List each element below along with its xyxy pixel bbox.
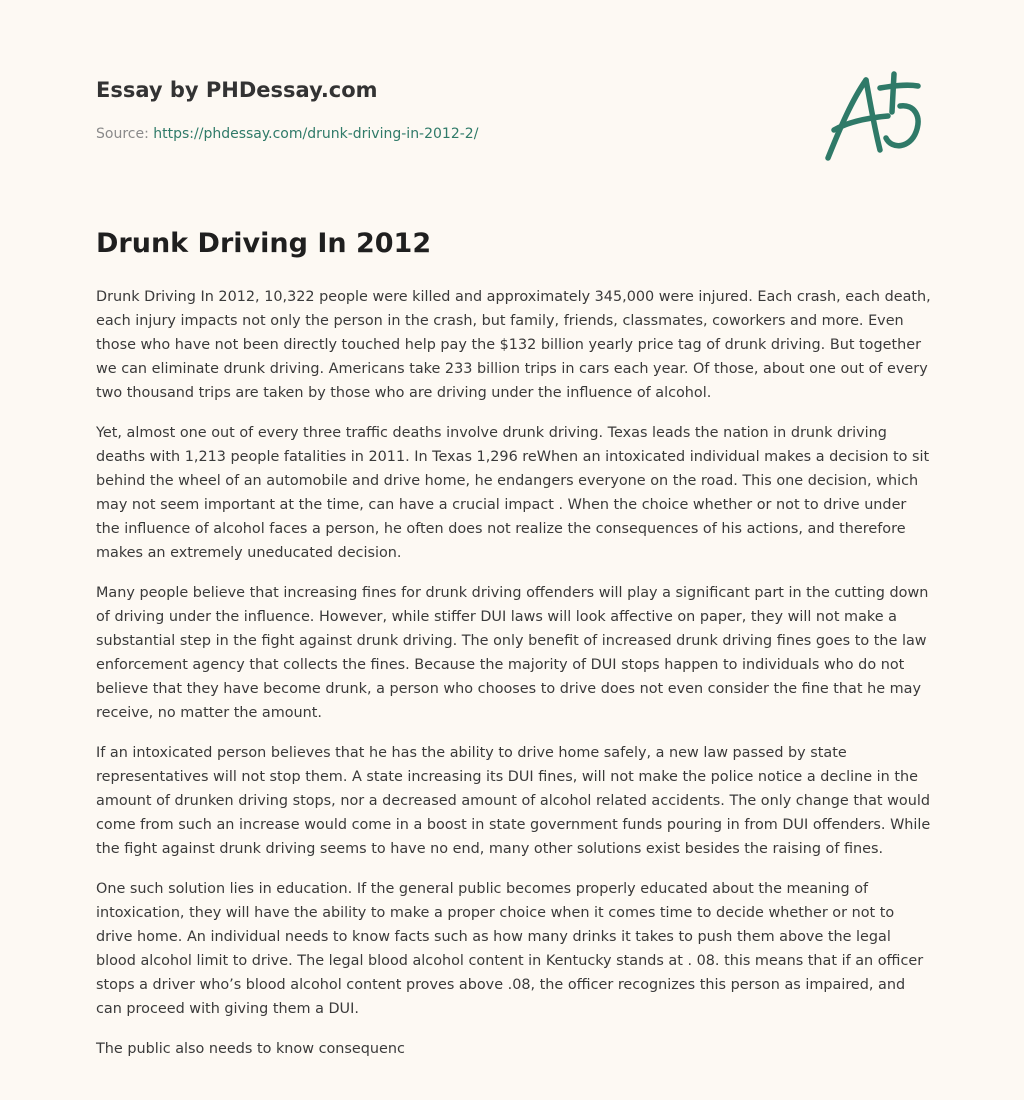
a-plus-icon xyxy=(818,66,930,166)
paragraph: If an intoxicated person believes that he has the ability to drive home safely, a new law passed by state representatives will not stop them. A state increasing its DUI fines, will not make the police notice a decline in the amount of drunken driving stops, nor a decreased amount of alcohol related accidents. The only change that would come from such an increase would come in a boost in state government funds pouring in from DUI offenders. While the fight against drunk driving seems to have no end, many other solutions exist besides the raising of fines. xyxy=(96,745,931,857)
source-link[interactable]: https://phdessay.com/drunk-driving-in-2012-2/ xyxy=(153,126,479,142)
paragraph: Many people believe that increasing fines for drunk driving offenders will play a significant part in the cutting down of driving under the influence. However, while stiffer DUI laws will look affective on paper, they will not make a substantial step in the fight against drunk driving. The only benefit of increased drunk driving fines goes to the law enforcement agency that collects the fines. Because the majority of DUI stops happen to individuals who do not believe that they have become drunk, a person who chooses to drive does not even consider the fine that he may receive, no matter the amount. xyxy=(96,585,929,721)
essay-body xyxy=(96,285,932,1077)
paragraph: The public also needs to know consequenc xyxy=(96,1041,405,1057)
paragraph: Drunk Driving In 2012, 10,322 people were killed and approximately 345,000 were injured. Each crash, each death, each injury impacts not only the person in the crash, but family, friends, classmates, coworkers and more. Even those who have not been directly touched help pay the $132 billion yearly price tag of drunk driving. But together we can eliminate drunk driving. Americans take 233 billion trips in cars each year. Of those, about one out of every two thousand trips are taken by those who are driving under the influence of alcohol. xyxy=(96,289,931,401)
paragraph: One such solution lies in education. If the general public becomes properly educated about the meaning of intoxication, they will have the ability to make a proper choice when it comes time to decide whether or not to drive home. An individual needs to know facts such as how many drinks it takes to push them above the legal blood alcohol limit to drive. The legal blood alcohol content in Kentucky stands at . 08. this means that if an officer stops a driver who’s blood alcohol content proves above .08, the officer recognizes this person as impaired, and can proceed with giving them a DUI. xyxy=(96,881,924,1017)
source-label: Source: xyxy=(96,126,149,142)
source-line xyxy=(96,124,478,144)
page-header xyxy=(96,74,478,144)
site-title: Essay by PHDessay.com xyxy=(96,78,378,102)
essay-title: Drunk Driving In 2012 xyxy=(96,228,432,259)
paragraph: Yet, almost one out of every three traffic deaths involve drunk driving. Texas leads the nation in drunk driving deaths with 1,213 people fatalities in 2011. In Texas 1,296 reWhen an intoxicated individual makes a decision to sit behind the wheel of an automobile and drive home, he endangers everyone on the road. This one decision, which may not seem important at the time, can have a crucial impact . When the choice whether or not to drive under the influence of alcohol faces a person, he often does not realize the consequences of his actions, and therefore makes an extremely uneducated decision. xyxy=(96,425,930,561)
